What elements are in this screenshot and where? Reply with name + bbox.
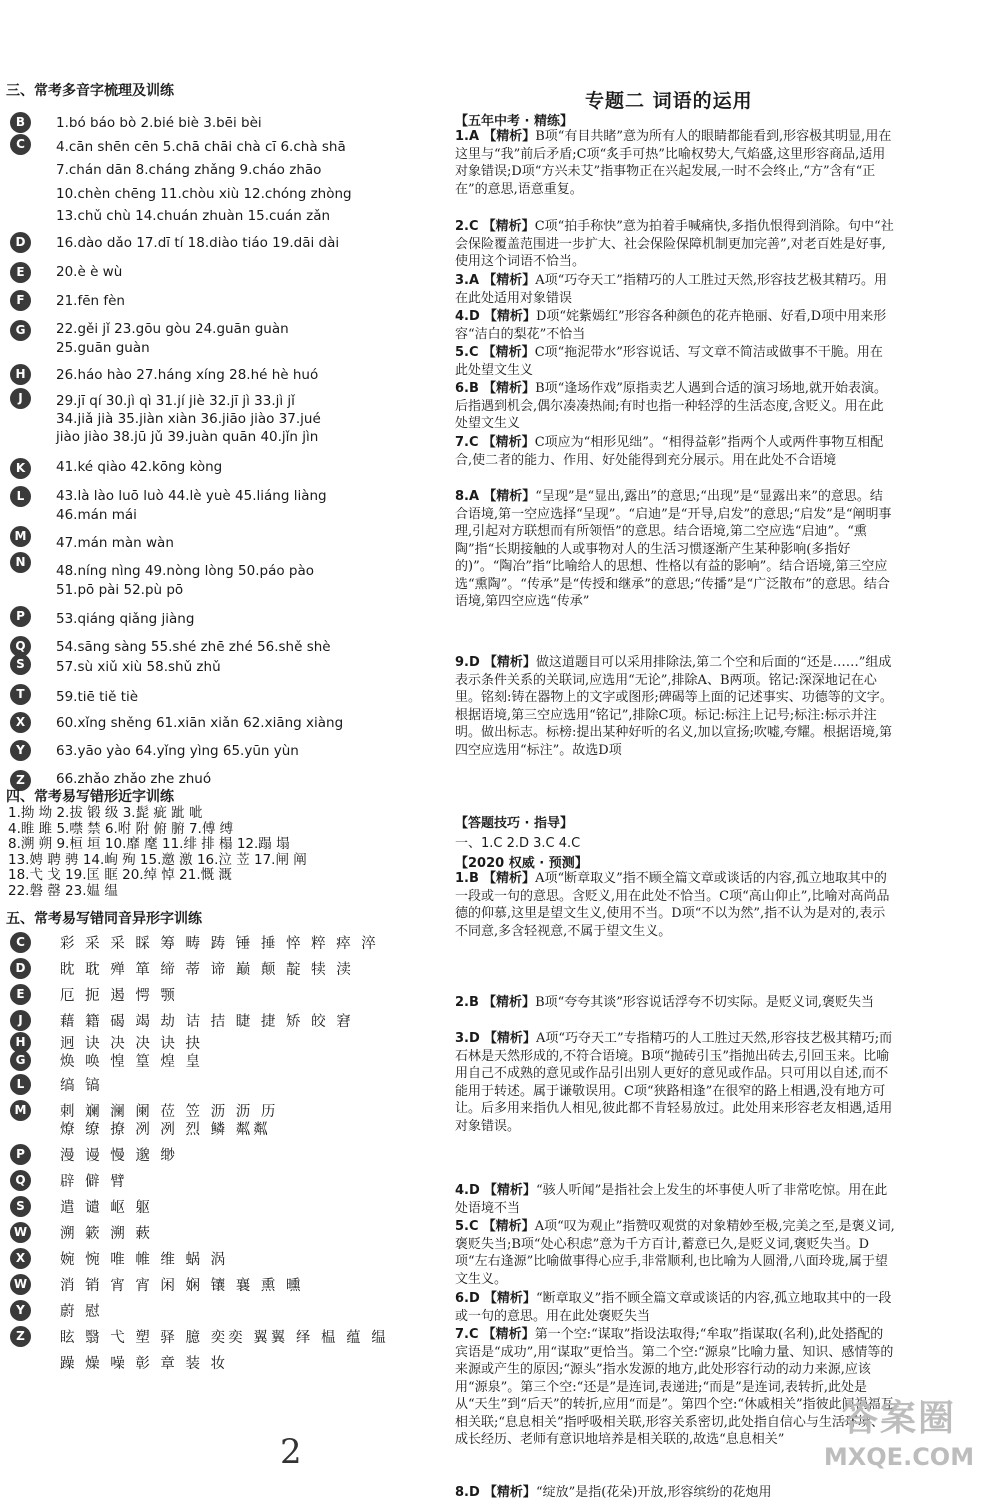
letter-badge-icon: T <box>10 684 31 705</box>
letter-badge-icon: C <box>10 134 31 155</box>
answer-number: 5.C <box>455 345 479 360</box>
wrong-char-line: 8.溯 朔 9.桓 垣 10.靡 麾 11.绯 排 榻 12.蹋 塌 <box>8 836 290 852</box>
analysis-tag: 【精析】 <box>482 345 535 360</box>
letter-badge-icon: G <box>10 320 31 341</box>
answer-item <box>455 1030 895 1180</box>
letter-badge-icon: Y <box>10 740 31 761</box>
answer-item <box>455 1290 895 1324</box>
answer-text: B项“逢场作戏”原指卖艺人遇到合适的演习场地,就开始表演。后指遇到机会,偶尔凑凑热闹;有时也指一种轻浮的生活态度,含贬义。用在此处望文生义 <box>455 381 888 431</box>
letter-badge-icon: L <box>10 1074 31 1095</box>
answer-item <box>455 870 895 992</box>
same-sound-list <box>6 932 446 1432</box>
letter-badge-icon: Q <box>10 1170 31 1191</box>
letter-badge-icon: X <box>10 1248 31 1269</box>
pinyin-line: 43.là lào luō luò 44.lè yuè 45.liáng liàng <box>56 488 327 504</box>
same-sound-line: 眩 翳 弋 塑 驿 臆 奕奕 翼翼 绎 榅 蕴 缊 <box>60 1330 389 1346</box>
letter-badge-icon: E <box>10 262 31 283</box>
pinyin-line: 21.fēn fèn <box>56 293 125 309</box>
watermark-text: 答案圈 <box>841 1398 956 1439</box>
letter-badge-icon: D <box>10 958 31 979</box>
pinyin-line: 20.è è wù <box>56 264 123 280</box>
letter-badge-icon: C <box>10 932 31 953</box>
subsection-five-year: 【五年中考 · 精练】 <box>455 114 573 129</box>
pinyin-line: 41.ké qiào 42.kōng kòng <box>56 459 223 475</box>
letter-badge-icon: D <box>10 232 31 253</box>
answer-number: 3.A <box>455 273 480 288</box>
answer-text: C项应为“相形见绌”。“相得益彰”指两个人或两件事物互相配合,使二者的能力、作用、好处能得到充分展示。用在此处不合语境 <box>455 435 884 468</box>
analysis-tag: 【精析】 <box>483 381 536 396</box>
answer-text: “骇人听闻”是指社会上发生的坏事使人听了非常吃惊。用在此处语境不当 <box>455 1183 888 1216</box>
answer-number: 2.C <box>455 219 479 234</box>
letter-badge-icon: M <box>10 526 31 547</box>
answer-number: 1.B <box>455 871 479 886</box>
pinyin-line: 16.dào dǎo 17.dī tí 18.diào tiáo 19.dāi dài <box>56 235 340 251</box>
answer-number: 8.A <box>455 489 480 504</box>
topic-title: 专题二 词语的运用 <box>585 90 753 112</box>
pinyin-line: 66.zhǎo zhǎo zhe zhuó <box>56 771 212 787</box>
answer-number: 3.D <box>455 1031 480 1046</box>
answer-item <box>455 308 895 342</box>
pinyin-line: 34.jiǎ jià 35.jiàn xiàn 36.jiāo jiào 37.jué <box>56 411 321 427</box>
answer-text: B项“有目共睹”意为所有人的眼睛都能看到,形容极其明显,用在这里与“我”前后矛盾;C项“炙手可热”比喻权势大,气焰盛,这里形容商品,适用对象错误;D项“方兴未艾”指事物正在兴起发展,一时不会终止,“方”含有“正在”的意思,语意重复。 <box>455 129 892 197</box>
answer-text: 做这道题目可以采用排除法,第二个空和后面的“还是……”组成表示条件关系的关联词,应选用“无论”,排除A、B两项。铭记:深深地记在心里。铭刻:铸在器物上的文字或图形;碑碣等上面的记述事实、功德等的文字。根据语境,第三空应选用“铭记”,排除C项。标记:标注上记号;标注:标示并注明。做出标志。标榜:提出某种好听的名义,加以宣扬;吹嘘,夸耀。根据语境,第四空应选用“标注”。故选D项 <box>455 655 893 758</box>
same-sound-line: 躁 燥 噪 彰 章 装 妆 <box>60 1356 229 1372</box>
pinyin-line: 25.guān guàn <box>56 340 150 356</box>
subsection-tips: 【答题技巧 · 指导】 <box>455 816 573 831</box>
same-sound-line: 彩 采 采 睬 筹 畴 踌 锤 捶 悴 粹 瘁 淬 <box>60 936 379 952</box>
wrong-char-line: 4.睢 雎 5.噤 禁 6.咐 附 俯 腑 7.傅 缚 <box>8 820 234 837</box>
same-sound-line: 漫 谩 慢 邈 缈 <box>60 1148 178 1164</box>
answer-text: “断章取义”指不顾全篇文章或谈话的内容,孤立地取其中的一段或一句的意思。用在此处褒贬失当 <box>455 1291 892 1324</box>
letter-badge-icon: Z <box>10 770 31 791</box>
letter-badge-icon: W <box>10 1274 31 1295</box>
answer-item <box>455 380 895 432</box>
answer-number: 1.A <box>455 129 480 144</box>
watermark-logo <box>804 1396 994 1482</box>
polyphone-section-title: 三、常考多音字梳理及训练 <box>6 83 174 99</box>
answer-text: “呈现”是“显出,露出”的意思;“出现”是“显露出来”的意思。结合语境,第一空应选择“呈现”。“启迪”是“开导,启发”的意思;“启发”是“阐明事理,引起对方联想而有所领悟”的意思。结合语境,第二空应选“启迪”。“熏陶”指“长期接触的人或事物对人的生活习惯逐渐产生某种影响(多指好的)”。“陶冶”指“比喻给人的思想、性格以有益的影响”。结合语境,第三空应选“熏陶”。“传承”是“传授和继承”的意思;“传播”是“广泛散布”的意思。结合语境,第四空应选“传承” <box>455 489 892 609</box>
pinyin-line: 4.cān shēn cēn 5.chā chāi chà cī 6.chà shā <box>56 139 346 155</box>
subsection-forecast: 【2020 权威 · 预测】 <box>455 856 588 871</box>
answer-number: 6.B <box>455 381 479 396</box>
same-sound-line: 蔚 慰 <box>60 1304 103 1320</box>
analysis-tag: 【精析】 <box>483 655 536 670</box>
letter-badge-icon: Q <box>10 636 31 657</box>
letter-badge-icon: P <box>10 1144 31 1165</box>
handwritten-page-mark: 2 <box>280 1432 302 1472</box>
letter-badge-icon: W <box>10 1222 31 1243</box>
analysis-tag: 【精析】 <box>483 1031 536 1046</box>
letter-badge-icon: J <box>10 388 31 409</box>
pinyin-line: 54.sāng sàng 55.shé zhē zhé 56.shě shè <box>56 639 331 655</box>
answer-number: 7.C <box>455 435 479 450</box>
answer-number: 9.D <box>455 655 480 670</box>
pinyin-line: 22.gěi jǐ 23.gōu gòu 24.guān guàn <box>56 321 289 337</box>
letter-badge-icon: M <box>10 1100 31 1121</box>
analysis-tag: 【精析】 <box>483 273 536 288</box>
same-sound-line: 燎 缭 撩 冽 冽 烈 鳞 粼粼 <box>60 1122 271 1138</box>
answer-item <box>455 1182 895 1216</box>
letter-badge-icon: H <box>10 1032 31 1053</box>
pinyin-line: 1.bó báo bò 2.bié biè 3.bēi bèi <box>56 115 262 131</box>
wrong-char-section-title: 四、常考易写错形近字训练 <box>6 789 174 805</box>
answer-item <box>455 434 895 486</box>
answer-text: A项“巧夺天工”专指精巧的人工胜过天然,形容技艺极其精巧;而石林是天然形成的,不符合语境。B项“抛砖引玉”指抛出砖去,引回玉来。比喻用自己不成熟的意见或作品引出别人更好的意见或作品。只可用以自述,而不能用于转述。属于谦敬误用。C项“狭路相逢”在很窄的路上相遇,没有地方可让。后多用来指仇人相见,彼此都不肯轻易放过。此处用来形容老友相遇,适用对象错误。 <box>455 1031 893 1134</box>
pinyin-line: 48.níng nìng 49.nòng lòng 50.páo pào <box>56 563 315 579</box>
same-sound-line: 迥 诀 决 决 诀 抉 <box>60 1036 204 1052</box>
answer-text: A项“巧夺天工”指精巧的人工胜过天然,形容技艺极其精巧。用在此处适用对象错误 <box>455 273 888 306</box>
same-sound-line: 焕 唤 惶 篁 煌 皇 <box>60 1054 204 1070</box>
wrong-char-line: 22.磐 罄 23.媪 缊 <box>8 882 118 899</box>
pinyin-line: 53.qiáng qiǎng jiàng <box>56 611 195 627</box>
pinyin-line: 29.jī qí 30.jì qì 31.jí jiè 32.jī jì 33.jì jǐ <box>56 393 295 409</box>
letter-badge-icon: X <box>10 712 31 733</box>
same-sound-line: 眈 耽 殚 箪 缔 蒂 谛 巅 颠 靛 犊 渎 <box>60 962 354 978</box>
answer-item <box>455 994 895 1028</box>
pinyin-line: 47.mán màn wàn <box>56 535 174 551</box>
answer-item <box>455 488 895 652</box>
wrong-char-line: 1.拗 坳 2.拔 锻 级 3.髭 疵 跐 呲 <box>8 805 203 821</box>
pinyin-line: 26.háo hào 27.háng xíng 28.hé hè huó <box>56 367 319 383</box>
pinyin-line: 63.yāo yào 64.yǐng yìng 65.yūn yùn <box>56 743 299 759</box>
analysis-tag: 【精析】 <box>483 1291 536 1306</box>
watermark-url: MXQE.COM <box>823 1443 975 1471</box>
letter-badge-icon: K <box>10 458 31 479</box>
analysis-tag: 【精析】 <box>483 995 536 1010</box>
analysis-tag: 【精析】 <box>482 219 535 234</box>
letter-badge-icon: S <box>10 1196 31 1217</box>
pinyin-line: 57.sù xiǔ xiù 58.shǔ zhǔ <box>56 659 221 675</box>
answer-item <box>455 1218 895 1288</box>
analysis-tag: 【精析】 <box>483 871 536 886</box>
letter-badge-icon: B <box>10 112 31 133</box>
answer-number: 7.C <box>455 1327 479 1342</box>
pinyin-line: 51.pō pài 52.pù pō <box>56 582 184 598</box>
letter-badge-icon: E <box>10 984 31 1005</box>
tips-answers: 一、1.C 2.D 3.C 4.C <box>455 836 581 851</box>
letter-badge-icon: P <box>10 606 31 627</box>
answer-number: 6.D <box>455 1291 480 1306</box>
pinyin-line: 60.xǐng shěng 61.xiān xiǎn 62.xiāng xiàng <box>56 715 344 731</box>
same-sound-line: 遣 谴 岖 躯 <box>60 1200 153 1216</box>
answer-item <box>455 1484 895 1504</box>
same-sound-line: 婉 惋 唯 帷 维 蜗 涡 <box>60 1252 229 1268</box>
answer-number: 8.D <box>455 1485 480 1500</box>
same-sound-line: 辟 僻 臂 <box>60 1174 128 1190</box>
same-sound-line: 溯 簌 溯 蔌 <box>60 1226 153 1242</box>
answer-text: A项“断章取义”指不顾全篇文章或谈话的内容,孤立地取其中的一段或一句的意思。含贬义,用在此处不恰当。C项“高山仰止”,比喻对高尚品德的仰慕,这里是望文生义,使用不当。D项“不以为然”,指不认为是对的,表示不同意,多含轻视意,不属于望文生义。 <box>455 871 890 939</box>
wrong-char-list <box>6 806 446 899</box>
same-sound-section-title: 五、常考易写错同音异形字训练 <box>6 911 202 927</box>
letter-badge-icon: H <box>10 364 31 385</box>
answer-item <box>455 272 895 306</box>
answer-number: 4.D <box>455 309 480 324</box>
pinyin-line: 7.chán dān 8.cháng zhǎng 9.cháo zhāo <box>56 162 322 178</box>
same-sound-line: 缟 镐 <box>60 1078 103 1094</box>
polyphone-list <box>6 106 446 806</box>
letter-badge-icon: N <box>10 552 31 573</box>
analysis-tag: 【精析】 <box>483 129 536 144</box>
wrong-char-line: 13.娉 聘 骋 14.峋 殉 15.邀 激 16.泣 苙 17.闸 阐 <box>8 851 307 868</box>
analysis-tag: 【精析】 <box>482 1327 535 1342</box>
pinyin-line: jiào jiào 38.jū jǔ 39.juàn quān 40.jǐn jìn <box>56 429 319 445</box>
answer-item <box>455 128 895 216</box>
same-sound-line: 厄 扼 遏 愕 颚 <box>60 988 178 1004</box>
letter-badge-icon: F <box>10 290 31 311</box>
letter-badge-icon: Y <box>10 1300 31 1321</box>
answer-text: C项“拍手称快”意为拍着手喊痛快,多指仇恨得到消除。句中“社会保险覆盖范围进一步扩大、社会保险保障机制更加完善”,对老百姓是好事,使用这个词语不恰当。 <box>455 219 894 269</box>
pinyin-line: 10.chèn chēng 11.chòu xiù 12.chóng zhòng <box>56 186 352 202</box>
answer-text: C项“拖泥带水”形容说话、写文章不简洁或做事不干脆。用在此处望文生义 <box>455 345 883 378</box>
analysis-tag: 【精析】 <box>482 435 535 450</box>
letter-badge-icon: L <box>10 486 31 507</box>
answer-text: B项“夸夸其谈”形容说话浮夸不切实际。是贬义词,褒贬失当 <box>535 995 875 1010</box>
letter-badge-icon: Z <box>10 1326 31 1347</box>
answer-text: 第一个空:“谋取”指设法取得;“牟取”指谋取(名利),此处搭配的宾语是“成功”,用“谋取”更恰当。第二个空:“源泉”比喻力量、知识、感情等的来源或产生的原因;“源头”指水发源的地方,此处形容行动的动力来源,应该用“源泉”。第三个空:“还是”是连词,表递进;“而是”是连词,表转折,此处是从“天生”到“后天”的转折,应用“而是”。第四个空:“休戚相关”指彼此间祸福互相关联;“息息相关”指呼吸相关联,形容关系密切,此处指自信心与生活环境、成长经历、老师有意识地培养是相关联的,故选“息息相关” <box>455 1327 894 1447</box>
letter-badge-icon: S <box>10 654 31 675</box>
answer-item <box>455 344 895 378</box>
answer-item <box>455 218 895 270</box>
analysis-tag: 【精析】 <box>482 1219 535 1234</box>
analysis-tag: 【精析】 <box>483 1485 536 1500</box>
answer-item <box>455 654 895 804</box>
answer-text: A项“叹为观止”指赞叹观赏的对象精妙至极,完美之至,是褒义词,褒贬失当;B项“处心积虑”意为千方百计,蓄意已久,是贬义词,褒贬失当。D项“左右逢源”比喻做事得心应手,非常顺利,也比喻为人圆滑,八面玲珑,属于望文生义。 <box>455 1219 895 1287</box>
letter-badge-icon: J <box>10 1010 31 1031</box>
same-sound-line: 消 销 宵 宵 闲 娴 镶 襄 熏 曛 <box>60 1278 304 1294</box>
pinyin-line: 59.tiē tiě tiè <box>56 689 139 705</box>
letter-badge-icon: G <box>10 1050 31 1071</box>
answer-text: D项“姹紫嫣红”形容各种颜色的花卉艳丽、好看,D项中用来形容“洁白的梨花”不恰当 <box>455 309 887 342</box>
pinyin-line: 13.chǔ chù 14.chuán zhuàn 15.cuán zǎn <box>56 208 331 224</box>
answer-text: “绽放”是指(花朵)开放,形容缤纷的花炮用 <box>535 1485 772 1500</box>
analysis-tag: 【精析】 <box>483 489 536 504</box>
answer-number: 2.B <box>455 995 479 1010</box>
same-sound-line: 藉 籍 碣 竭 劫 诘 拮 睫 捷 矫 皎 窘 <box>60 1014 354 1030</box>
analysis-tag: 【精析】 <box>483 1183 536 1198</box>
analysis-tag: 【精析】 <box>483 309 536 324</box>
answer-number: 4.D <box>455 1183 480 1198</box>
answer-number: 5.C <box>455 1219 479 1234</box>
wrong-char-line: 18.弋 戈 19.匡 眶 20.绰 悼 21.慨 溉 <box>8 867 232 883</box>
same-sound-line: 刺 斓 澜 阑 莅 笠 沥 沥 历 <box>60 1104 279 1120</box>
pinyin-line: 46.mán mái <box>56 507 137 523</box>
